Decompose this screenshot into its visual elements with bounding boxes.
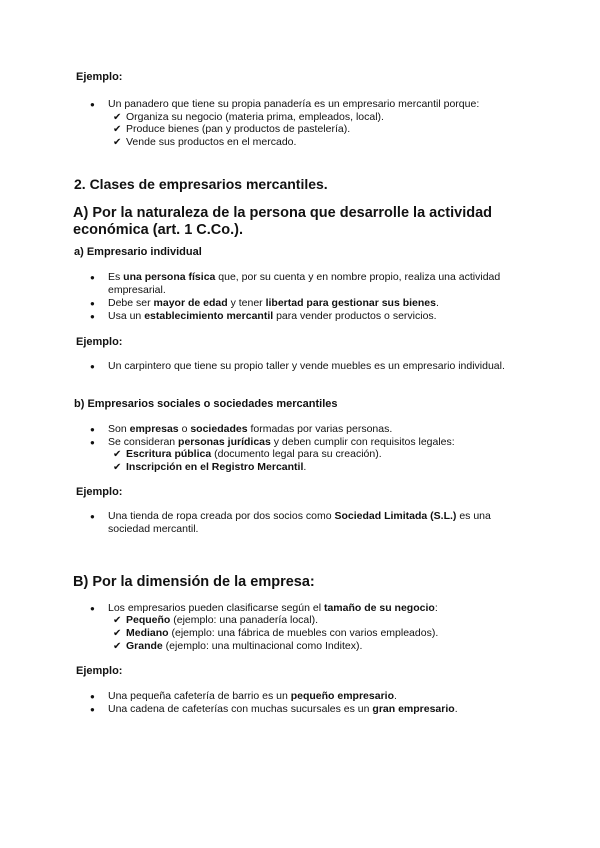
list-item: ● Debe ser mayor de edad y tener libertad para gestionar sus bienes.	[108, 297, 528, 310]
list-item: ● Se consideran personas jurídicas y deben cumplir con requisitos legales:	[108, 436, 528, 449]
check-item: ✔ Mediano (ejemplo: una fábrica de muebles con varios empleados).	[113, 627, 439, 639]
check-item: ✔ Inscripción en el Registro Mercantil.	[113, 461, 307, 473]
list-item: ● Una tienda de ropa creada por dos socios como Sociedad Limitada (S.L.) es una sociedad mercantil.	[108, 510, 528, 536]
subsection-heading: b) Empresarios sociales o sociedades mercantiles	[74, 398, 338, 410]
example-label: Ejemplo:	[76, 336, 123, 348]
list-item: ● Son empresas o sociedades formadas por varias personas.	[108, 423, 528, 436]
list-item: ● Una cadena de cafeterías con muchas sucursales es un gran empresario.	[108, 703, 528, 716]
check-item: ✔ Pequeño (ejemplo: una panadería local).	[113, 614, 319, 626]
section-b-heading: B) Por la dimensión de la empresa:	[73, 574, 315, 590]
list-item: ● Es una persona física que, por su cuenta y en nombre propio, realiza una actividad empresarial.	[108, 271, 528, 297]
section-a-heading: A) Por la naturaleza de la persona que desarrolle la actividad económica (art. 1 C.Co.).	[73, 205, 493, 238]
check-item: ✔ Vende sus productos en el mercado.	[113, 136, 297, 148]
check-mark-icon: ✔	[113, 641, 122, 652]
check-item: ✔ Escritura pública (documento legal para su creación).	[113, 448, 382, 460]
check-mark-icon: ✔	[113, 449, 122, 460]
example-label: Ejemplo:	[76, 486, 123, 498]
check-item: ✔ Produce bienes (pan y productos de pastelería).	[113, 123, 351, 135]
check-mark-icon: ✔	[113, 628, 122, 639]
example-label: Ejemplo:	[76, 71, 123, 83]
list-item: ● Una pequeña cafetería de barrio es un pequeño empresario.	[108, 690, 528, 703]
check-mark-icon: ✔	[113, 112, 122, 123]
check-mark-icon: ✔	[113, 137, 122, 148]
list-item: ● Un panadero que tiene su propia panadería es un empresario mercantil porque:	[108, 98, 528, 111]
subsection-heading: a) Empresario individual	[74, 246, 202, 258]
section-heading: 2. Clases de empresarios mercantiles.	[74, 176, 328, 192]
example-label: Ejemplo:	[76, 665, 123, 677]
check-mark-icon: ✔	[113, 124, 122, 135]
list-item: ● Usa un establecimiento mercantil para vender productos o servicios.	[108, 310, 528, 323]
list-item: ● Los empresarios pueden clasificarse según el tamaño de su negocio:	[108, 602, 528, 615]
check-mark-icon: ✔	[113, 462, 122, 473]
list-item: ● Un carpintero que tiene su propio taller y vende muebles es un empresario individual.	[108, 360, 528, 373]
check-mark-icon: ✔	[113, 615, 122, 626]
check-item: ✔ Grande (ejemplo: una multinacional como Inditex).	[113, 640, 363, 652]
check-item: ✔ Organiza su negocio (materia prima, empleados, local).	[113, 111, 384, 123]
